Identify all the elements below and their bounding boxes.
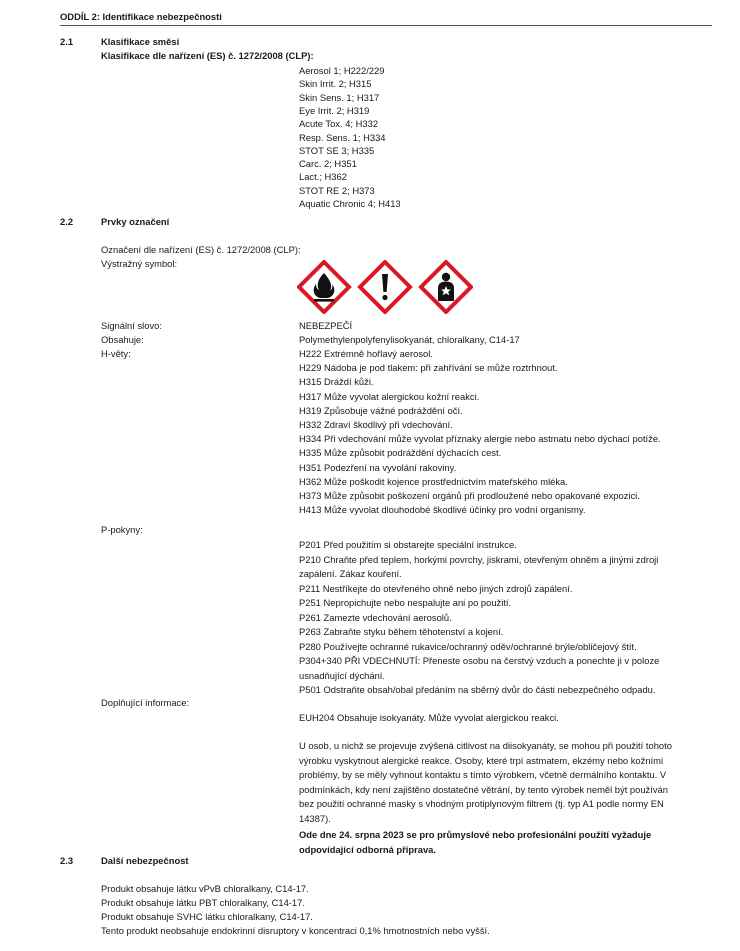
- hazard-pictograms: [297, 260, 473, 314]
- info-line: výrobku vyskytnout alergické reakce. Osoby, které trpí astmatem, ekzémy nebo kožními: [299, 754, 664, 766]
- p-statement: P304+340 PŘI VDECHNUTÍ: Přeneste osobu na čerstvý vzduch a ponechte ji v poloze: [299, 655, 660, 666]
- other-hazard-line: Tento produkt neobsahuje endokrinní disruptory v koncentraci 0,1% hmotnostních nebo vyšší.: [101, 925, 490, 936]
- p-statement: P251 Nepropichujte nebo nespalujte ani po použití.: [299, 597, 512, 608]
- section-2-2-number: 2.2: [60, 216, 74, 227]
- other-hazard-line: Produkt obsahuje látku PBT chloralkany, C14-17.: [101, 897, 305, 908]
- p-statements-label: P-pokyny:: [101, 524, 143, 535]
- section-title: ODDÍL 2: Identifikace nebezpečnosti: [60, 11, 222, 22]
- section-2-1-title: Klasifikace směsi: [101, 36, 180, 47]
- classification-item: Skin Sens. 1; H317: [299, 91, 380, 103]
- section-2-1-number: 2.1: [60, 36, 74, 47]
- contains-label: Obsahuje:: [101, 334, 144, 345]
- h-statement: H351 Podezření na vyvolání rakoviny.: [299, 461, 457, 473]
- h-statement: H362 Může poškodit kojence prostřednictvím mateřského mléka.: [299, 475, 568, 487]
- p-statement: P263 Zabraňte styku během těhotenství a kojení.: [299, 626, 504, 637]
- euh-statement: EUH204 Obsahuje isokyanáty. Může vyvolat alergickou reakci.: [299, 712, 559, 723]
- regulation-label: Označení dle nařízení (ES) č. 1272/2008 (CLP):: [101, 244, 301, 255]
- p-statement: zapálení. Zákaz kouření.: [299, 568, 402, 579]
- classification-item: Resp. Sens. 1; H334: [299, 131, 386, 143]
- flame-icon: [299, 262, 349, 312]
- other-hazard-line: Produkt obsahuje látku vPvB chloralkany, C14-17.: [101, 883, 309, 894]
- classification-item: STOT RE 2; H373: [299, 184, 375, 196]
- health-hazard-icon: [421, 262, 471, 312]
- info-line: 14387).: [299, 812, 331, 824]
- classification-item: Aerosol 1; H222/229: [299, 65, 385, 76]
- section-2-2-title: Prvky označení: [101, 216, 170, 227]
- signal-word-label: Signální slovo:: [101, 320, 162, 331]
- classification-item: Skin Irrit. 2; H315: [299, 78, 372, 90]
- exclamation-icon: [360, 262, 410, 312]
- symbol-label: Výstražný symbol:: [101, 258, 178, 269]
- p-statement: P201 Před použitím si obstarejte speciální instrukce.: [299, 539, 517, 550]
- h-statements-label: H-věty:: [101, 348, 131, 359]
- classification-item: Aquatic Chronic 4; H413: [299, 198, 401, 209]
- h-statement: H334 Při vdechování může vyvolat příznaky alergie nebo astmatu nebo dýchací potíže.: [299, 433, 661, 445]
- h-statement: H373 Může způsobit poškození orgánů při prodloužené nebo opakované expozici.: [299, 490, 640, 501]
- h-statement: H332 Zdraví škodlivý při vdechování.: [299, 419, 453, 430]
- p-statement: P280 Používejte ochranné rukavice/ochranný oděv/ochranné brýle/obličejový štít.: [299, 640, 637, 652]
- h-statement: H229 Nádoba je pod tlakem: při zahřívání se může roztrhnout.: [299, 362, 558, 374]
- p-statement: P210 Chraňte před teplem, horkými povrchy, jiskrami, otevřeným ohněm a jinými zdroji: [299, 553, 659, 565]
- classification-item: Lact.; H362: [299, 171, 347, 183]
- classification-item: Eye Irrit. 2; H319: [299, 104, 370, 116]
- h-statement: H413 Může vyvolat dlouhodobé škodlivé účinky pro vodní organismy.: [299, 504, 586, 516]
- h-statement: H315 Dráždí kůži.: [299, 376, 374, 388]
- notice-line: Ode dne 24. srpna 2023 se pro průmyslové nebo profesionální použití vyžaduje: [299, 829, 652, 840]
- info-line: bez použití ochranné masky s vhodným protiplynovým filtrem (tj. typ A1 podle normy EN: [299, 798, 664, 809]
- h-statement: H222 Extrémně hořlavý aerosol.: [299, 348, 433, 359]
- h-statement: H319 Způsobuje vážné podráždění očí.: [299, 404, 463, 416]
- section-divider: [60, 25, 712, 26]
- classification-item: Acute Tox. 4; H332: [299, 118, 379, 130]
- contains-value: Polymethylenpolyfenylisokyanát, chloralkany, C14-17: [299, 334, 520, 345]
- classification-item: STOT SE 3; H335: [299, 144, 375, 156]
- p-statement: P501 Odstraňte obsah/obal předáním na sběrný dvůr do části nebezpečného odpadu.: [299, 684, 656, 695]
- p-statement: P211 Nestříkejte do otevřeného ohně nebo jiných zdrojů zapálení.: [299, 582, 573, 594]
- signal-word-value: NEBEZPEČÍ: [299, 320, 353, 331]
- p-statement: usnadňující dýchání.: [299, 669, 385, 681]
- classification-item: Carc. 2; H351: [299, 158, 357, 170]
- info-line: podmínkách, kdy není zajištěno dostatečné větrání, by tento výrobek neměl být používán: [299, 783, 668, 795]
- h-statement: H317 Může vyvolat alergickou kožní reakci.: [299, 390, 480, 402]
- section-2-3-title: Další nebezpečnost: [101, 855, 189, 866]
- info-line: U osob, u nichž se projevuje zvýšená citlivost na diisokyanáty, se mohou při použití tohoto: [299, 740, 672, 751]
- h-statement: H335 Může způsobit podráždění dýchacích cest.: [299, 447, 502, 459]
- classification-subtitle: Klasifikace dle nařízení (ES) č. 1272/2008 (CLP):: [101, 50, 314, 61]
- notice-line: odpovídající odborná příprava.: [299, 843, 436, 855]
- supplementary-label: Doplňující informace:: [101, 697, 190, 708]
- info-line: problémy, by se měly vyhnout kontaktu s tímto výrobkem, včetně dermálního kontaktu. V: [299, 769, 667, 780]
- p-statement: P261 Zamezte vdechování aerosolů.: [299, 611, 452, 623]
- other-hazard-line: Produkt obsahuje SVHC látku chloralkany, C14-17.: [101, 911, 313, 922]
- section-2-3-number: 2.3: [60, 855, 74, 866]
